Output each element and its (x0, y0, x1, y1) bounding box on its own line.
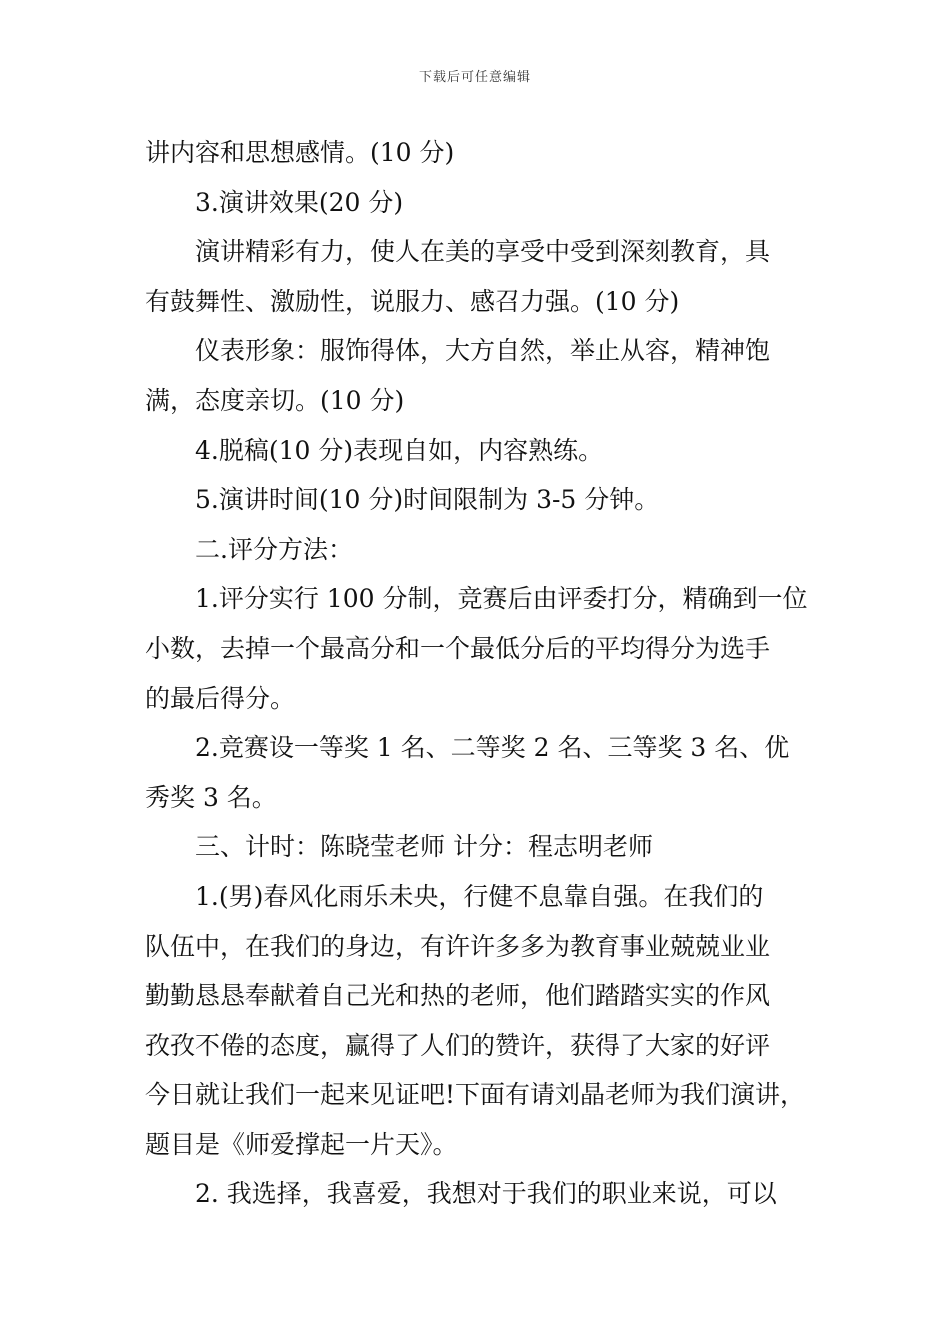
section-heading: 三、计时：陈晓莹老师 计分：程志明老师 (195, 832, 653, 862)
text-line: 仪表形象：服饰得体，大方自然，举止从容，精神饱 (195, 336, 771, 366)
text-line: 1.(男)春风化雨乐未央，行健不息靠自强。在我们的 (195, 881, 764, 911)
section-heading: 二.评分方法： (195, 534, 353, 564)
text-line: 勤勤恳恳奉献着自己光和热的老师，他们踏踏实实的作风 (145, 981, 771, 1011)
text-line: 小数，去掉一个最高分和一个最低分后的平均得分为选手 (145, 633, 771, 663)
text-line: 4.脱稿(10 分)表现自如，内容熟练。 (195, 435, 604, 465)
text-line: 3.演讲效果(20 分) (195, 187, 404, 217)
page-header: 下载后可任意编辑 (418, 70, 531, 85)
text-line: 有鼓舞性、激励性，说服力、感召力强。(10 分) (145, 286, 680, 316)
text-line: 5.演讲时间(10 分)时间限制为 3-5 分钟。 (195, 485, 660, 515)
text-line: 秀奖 3 名。 (145, 782, 277, 812)
text-line: 今日就让我们一起来见证吧!下面有请刘晶老师为我们演讲， (145, 1080, 806, 1110)
text-line: 题目是《师爱撑起一片天》。 (145, 1129, 458, 1159)
document-body (145, 128, 810, 1219)
text-line: 2. 我选择，我喜爱，我想对于我们的职业来说，可以 (195, 1179, 777, 1209)
text-line: 1.评分实行 100 分制，竞赛后由评委打分，精确到一位 (195, 584, 808, 614)
text-line: 满，态度亲切。(10 分) (145, 385, 405, 415)
text-line: 孜孜不倦的态度，赢得了人们的赞许，获得了大家的好评 (145, 1030, 771, 1060)
text-line: 的最后得分。 (145, 683, 296, 713)
text-line: 队伍中，在我们的身边，有许许多多为教育事业兢兢业业 (145, 931, 771, 961)
text-line: 演讲精彩有力，使人在美的享受中受到深刻教育，具 (195, 237, 771, 267)
text-line: 讲内容和思想感情。(10 分) (145, 138, 455, 167)
text-line: 2.竞赛设一等奖 1 名、二等奖 2 名、三等奖 3 名、优 (195, 733, 790, 763)
